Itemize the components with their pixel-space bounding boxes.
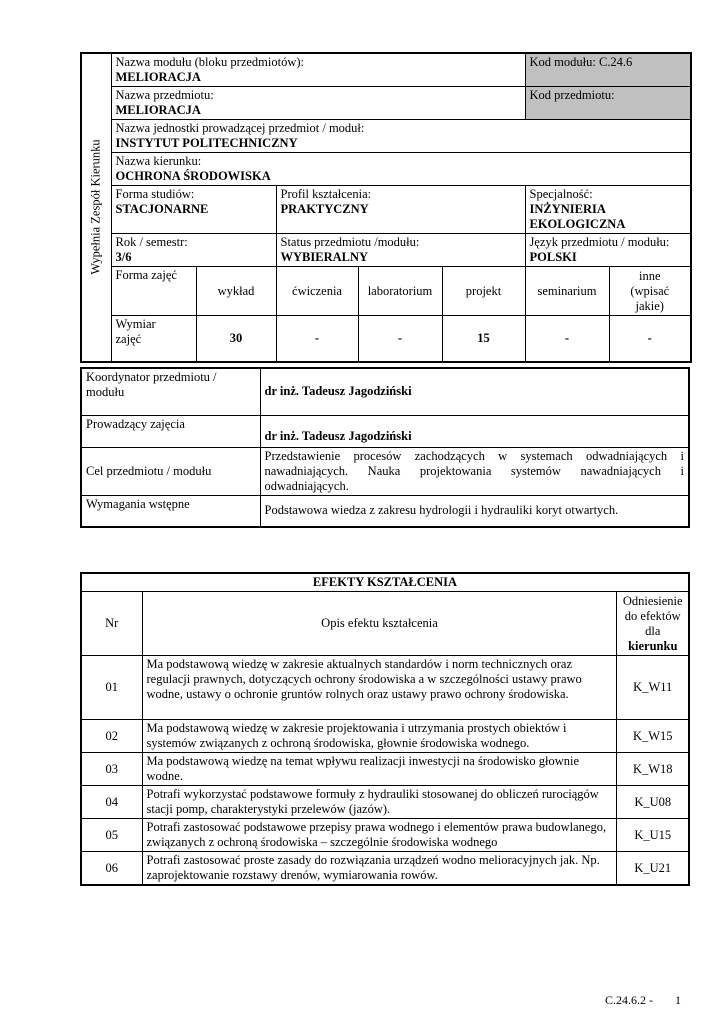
- module-name-label: Nazwa modułu (bloku przedmiotów):: [115, 55, 304, 69]
- col-reference-line3: dla: [645, 623, 661, 638]
- forms-label: Forma zajęć: [111, 267, 196, 316]
- unit-label: Nazwa jednostki prowadzącej przedmiot / moduł:: [115, 121, 365, 135]
- sidebar-cell: [81, 53, 111, 362]
- effect-nr: 03: [81, 753, 142, 786]
- effect-description: Ma podstawową wiedzę w zakresie projektowania i utrzymania prostych obiektów i systemów związanych z ochroną środowiska, głownie środowiska wodnego.: [142, 720, 617, 753]
- profile-label: Profil kształcenia:: [280, 187, 372, 201]
- effect-description: Ma podstawową wiedzę w zakresie aktualnych standardów i norm technicznych oraz regulacji prawnych, dotyczących ochrony środowiska a w szczególności ustawy prawo wodne, ustawy o ochronie gruntów rolnych oraz ustawy prawo ochrony środowiska.: [142, 656, 617, 720]
- effect-nr: 05: [81, 819, 142, 852]
- effect-reference: K_U08: [617, 786, 689, 819]
- hours-project: 15: [442, 316, 525, 362]
- goal-value: Przedstawienie procesów zachodzących w systemach odwadniających i nawadniających. Nauka projektowania systemów nawadniających i odwadniających.: [260, 447, 689, 495]
- page-footer: [605, 993, 681, 1007]
- year-value: 3/6: [115, 250, 132, 264]
- requirements-value: Podstawowa wiedza z zakresu hydrologii i hydrauliki koryt otwartych.: [260, 495, 689, 527]
- effect-nr: 04: [81, 786, 142, 819]
- specialty-label: Specjalność:: [529, 187, 593, 201]
- hours-label: [111, 316, 196, 362]
- learning-effects-table: [80, 572, 690, 886]
- hours-exercises: -: [276, 316, 358, 362]
- coordinator-label: [81, 368, 260, 415]
- lecturer-label: Prowadzący zajęcia: [81, 415, 260, 447]
- specialty-value-line2: EKOLOGICZNA: [529, 217, 626, 231]
- effect-reference: K_U21: [617, 852, 689, 886]
- course-info-table: [80, 367, 690, 528]
- effect-nr: 02: [81, 720, 142, 753]
- hours-label-line2: zajęć: [115, 332, 142, 346]
- col-nr: Nr: [81, 592, 142, 656]
- lecturer-value: dr inż. Tadeusz Jagodziński: [260, 415, 689, 447]
- effect-nr: 06: [81, 852, 142, 886]
- module-code-label: Kod modułu: C.24.6: [529, 55, 633, 69]
- field-value: OCHRONA ŚRODOWISKA: [115, 169, 271, 183]
- field-label: Nazwa kierunku:: [115, 154, 202, 168]
- effect-description: Potrafi wykorzystać podstawowe formuły z hydrauliki stosowanej do obliczeń rurociągów stacji pomp, charakterystyki przelewów (jazów).: [142, 786, 617, 819]
- table-row: [81, 786, 689, 819]
- unit-value: INSTYTUT POLITECHNICZNY: [115, 136, 298, 150]
- col-reference-line4: kierunku: [628, 638, 678, 653]
- form-other: [609, 267, 691, 316]
- col-description: Opis efektu kształcenia: [142, 592, 617, 656]
- form-exercises: ćwiczenia: [276, 267, 358, 316]
- table-row: [81, 852, 689, 886]
- table-row: [81, 819, 689, 852]
- language-label: Język przedmiotu / modułu:: [529, 235, 670, 249]
- effect-reference: K_U15: [617, 819, 689, 852]
- subject-name-label: Nazwa przedmiotu:: [115, 88, 214, 102]
- form-other-line2: (wpisać: [630, 283, 670, 298]
- footer-code: C.24.6.2 -: [605, 993, 653, 1007]
- effect-reference: K_W18: [617, 753, 689, 786]
- hours-seminar: -: [525, 316, 609, 362]
- module-header-table: [80, 52, 690, 363]
- year-label: Rok / semestr:: [115, 235, 188, 249]
- effect-description: Ma podstawową wiedzę na temat wpływu realizacji inwestycji na środowisko głownie wodne.: [142, 753, 617, 786]
- status-value: WYBIERALNY: [280, 250, 369, 264]
- effect-reference: K_W15: [617, 720, 689, 753]
- hours-lecture: 30: [196, 316, 276, 362]
- effect-description: Potrafi zastosować podstawowe przepisy prawa wodnego i elementów prawa budowlanego, związanych z ochroną środowiska – szczególnie środowiska wodnego: [142, 819, 617, 852]
- effects-title: EFEKTY KSZTAŁCENIA: [81, 573, 689, 592]
- form-lecture: wykład: [196, 267, 276, 316]
- subject-name: MELIORACJA: [115, 103, 201, 117]
- table-row: [81, 720, 689, 753]
- module-name: MELIORACJA: [115, 70, 201, 84]
- coordinator-value: dr inż. Tadeusz Jagodziński: [260, 368, 689, 415]
- col-reference-line2: do efektów: [624, 608, 681, 623]
- goal-label: Cel przedmiotu / modułu: [81, 447, 260, 495]
- page-number: 1: [675, 993, 681, 1007]
- subject-code-label: Kod przedmiotu:: [529, 88, 615, 102]
- coordinator-label-line1: Koordynator przedmiotu /: [86, 370, 217, 384]
- col-reference-line1: Odniesienie: [622, 593, 683, 608]
- sidebar-label: Wypełnia Zespół Kierunku: [88, 139, 103, 275]
- form-project: projekt: [442, 267, 525, 316]
- form-seminar: seminarium: [525, 267, 609, 316]
- table-row: [81, 753, 689, 786]
- coordinator-label-line2: modułu: [86, 385, 125, 399]
- form-other-line3: jakie): [635, 298, 664, 313]
- language-value: POLSKI: [529, 250, 577, 264]
- status-label: Status przedmiotu /modułu:: [280, 235, 420, 249]
- profile-value: PRAKTYCZNY: [280, 202, 369, 216]
- form-laboratory: laboratorium: [358, 267, 442, 316]
- effect-description: Potrafi zastosować proste zasady do rozwiązania urządzeń wodno melioracyjnych jak. Np. zaprojektowanie rozstawy drenów, wymiarowania rowów.: [142, 852, 617, 886]
- form-other-line1: inne: [638, 268, 661, 283]
- effect-nr: 01: [81, 656, 142, 720]
- hours-label-line1: Wymiar: [115, 317, 156, 331]
- specialty-value-line1: INŻYNIERIA: [529, 202, 606, 216]
- study-form-label: Forma studiów:: [115, 187, 195, 201]
- table-row: [81, 656, 689, 720]
- study-form-value: STACJONARNE: [115, 202, 209, 216]
- effect-reference: K_W11: [617, 656, 689, 720]
- col-reference: [617, 592, 689, 656]
- requirements-label: Wymagania wstępne: [81, 495, 260, 527]
- hours-laboratory: -: [358, 316, 442, 362]
- hours-other: -: [609, 316, 691, 362]
